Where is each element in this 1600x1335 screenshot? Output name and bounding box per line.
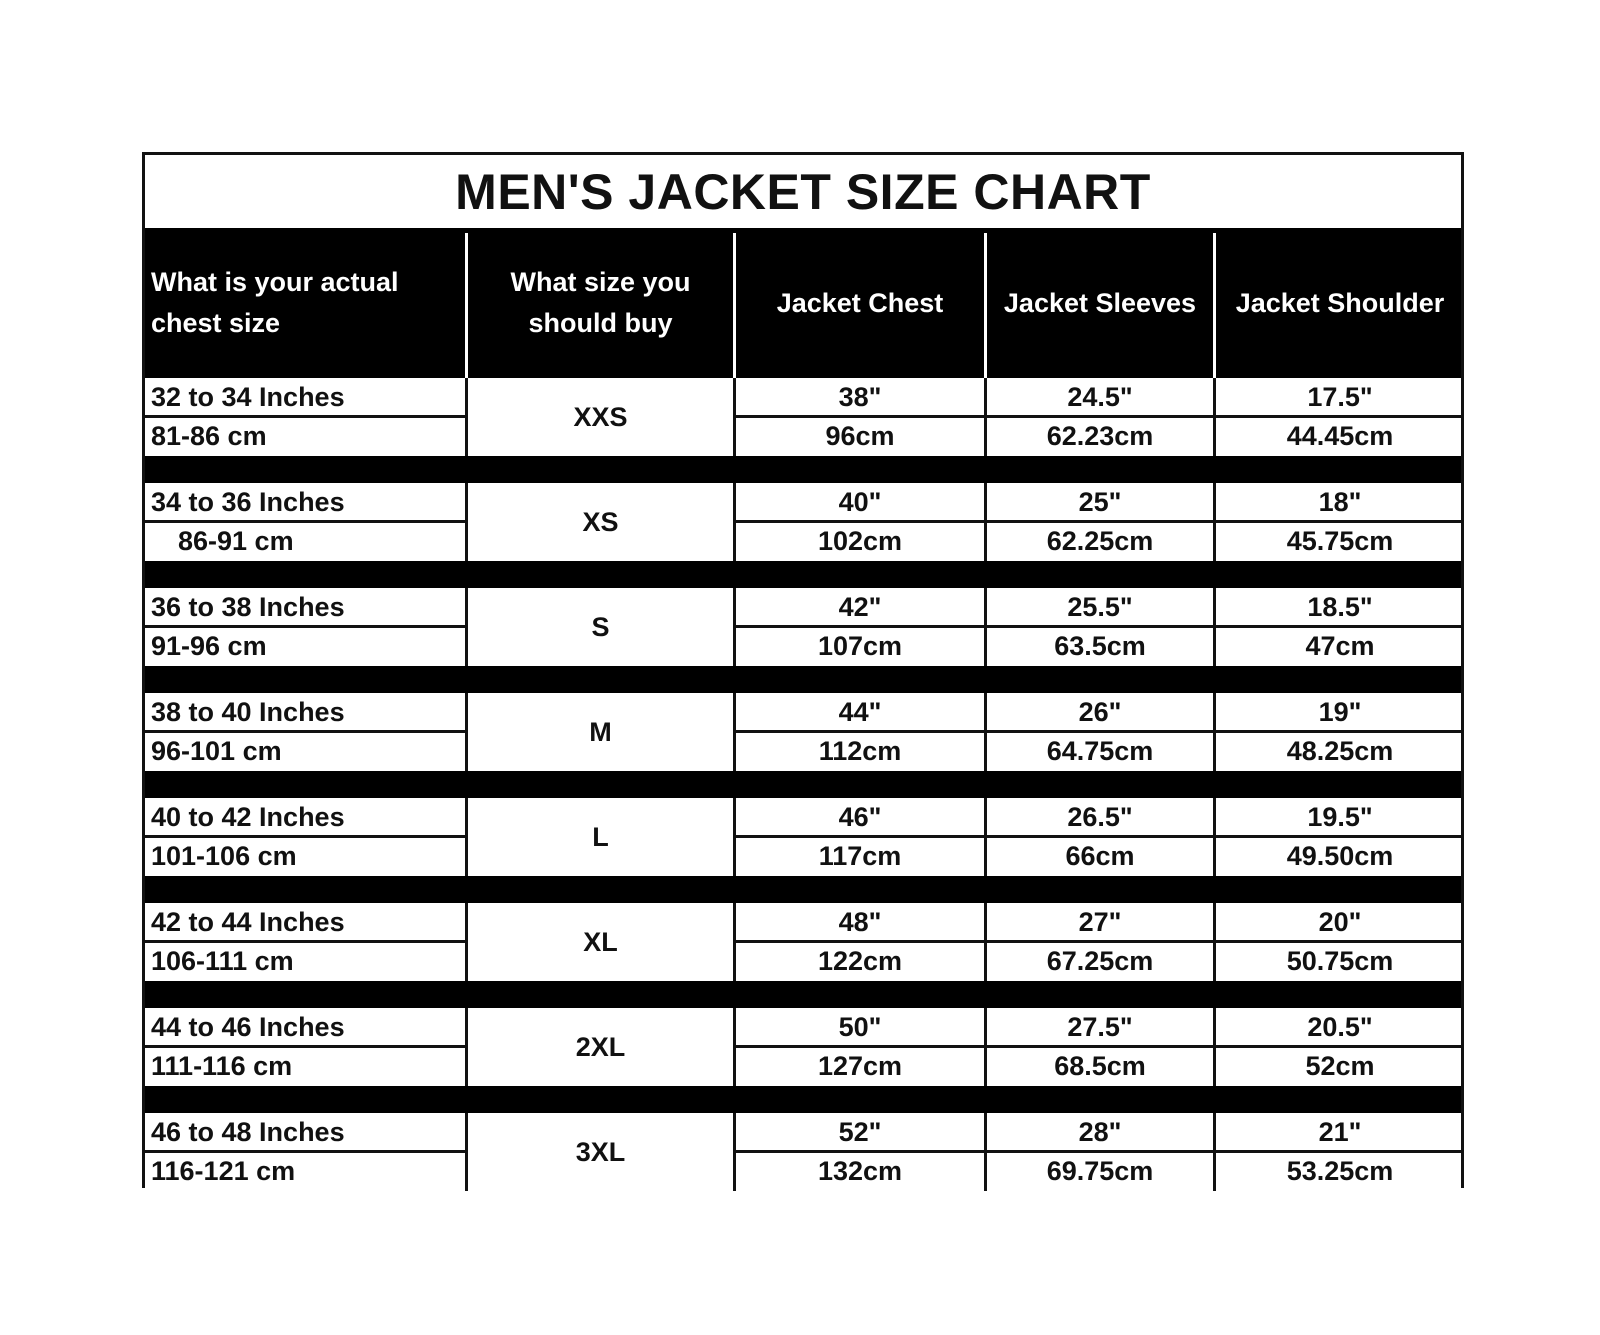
recommended-size: 2XL bbox=[575, 1031, 626, 1062]
jacket-sleeves-inches: 27.5" bbox=[1067, 1012, 1133, 1042]
jacket-shoulder-cm: 50.75cm bbox=[1286, 946, 1394, 976]
jacket-shoulder-cm: 45.75cm bbox=[1286, 526, 1394, 556]
jacket-chest-inches: 42" bbox=[838, 592, 882, 622]
recommended-size: XS bbox=[582, 506, 619, 537]
size-row-group bbox=[145, 1008, 1461, 1086]
recommended-size: XL bbox=[583, 926, 618, 957]
jacket-sleeves-inches: 27" bbox=[1078, 907, 1122, 937]
actual-chest-inches: 42 to 44 Inches bbox=[151, 907, 345, 937]
jacket-shoulder-inches: 20.5" bbox=[1307, 1012, 1373, 1042]
jacket-sleeves-cm: 62.23cm bbox=[1046, 421, 1154, 451]
jacket-sleeves-cm: 62.25cm bbox=[1046, 526, 1154, 556]
size-chart-table bbox=[142, 152, 1464, 1188]
jacket-sleeves-inches: 26.5" bbox=[1067, 802, 1133, 832]
jacket-sleeves-inches: 26" bbox=[1078, 697, 1122, 727]
jacket-sleeves-cm: 66cm bbox=[1065, 841, 1135, 871]
row-separator-band bbox=[145, 1086, 1461, 1113]
chart-title: MEN'S JACKET SIZE CHART bbox=[455, 163, 1151, 220]
actual-chest-inches: 40 to 42 Inches bbox=[151, 802, 345, 832]
jacket-chest-inches: 52" bbox=[838, 1117, 882, 1147]
jacket-sleeves-inches: 24.5" bbox=[1067, 382, 1133, 412]
header-size-to-buy-line2: should buy bbox=[528, 308, 673, 338]
row-separator-band bbox=[145, 876, 1461, 903]
jacket-sleeves-inches: 28" bbox=[1078, 1117, 1122, 1147]
jacket-chest-inches: 48" bbox=[838, 907, 882, 937]
jacket-chest-cm: 107cm bbox=[817, 631, 903, 661]
actual-chest-cm: 101-106 cm bbox=[151, 841, 297, 871]
table-header bbox=[145, 228, 1461, 378]
jacket-chest-cm: 96cm bbox=[825, 421, 895, 451]
actual-chest-cm: 111-116 cm bbox=[151, 1051, 293, 1081]
jacket-sleeves-cm: 68.5cm bbox=[1054, 1051, 1146, 1081]
actual-chest-cm: 106-111 cm bbox=[151, 946, 294, 976]
jacket-chest-cm: 122cm bbox=[817, 946, 903, 976]
header-actual-chest-line2: chest size bbox=[151, 308, 281, 338]
header-jacket-chest: Jacket Chest bbox=[776, 287, 944, 318]
header-size-to-buy bbox=[468, 228, 733, 378]
row-separator-band bbox=[145, 456, 1461, 483]
jacket-shoulder-cm: 49.50cm bbox=[1286, 841, 1394, 871]
jacket-shoulder-cm: 52cm bbox=[1305, 1051, 1375, 1081]
actual-chest-cm: 91-96 cm bbox=[151, 631, 267, 661]
actual-chest-inches: 36 to 38 Inches bbox=[151, 592, 345, 622]
jacket-chest-cm: 112cm bbox=[818, 736, 902, 766]
header-actual-chest-line1: What is your actual bbox=[151, 267, 399, 297]
jacket-shoulder-inches: 18" bbox=[1318, 487, 1362, 517]
actual-chest-inches: 44 to 46 Inches bbox=[151, 1012, 345, 1042]
recommended-size: L bbox=[592, 821, 609, 852]
size-row-group bbox=[145, 588, 1461, 666]
jacket-chest-cm: 117cm bbox=[818, 841, 902, 871]
jacket-chest-inches: 38" bbox=[838, 382, 882, 412]
recommended-size: M bbox=[589, 716, 612, 747]
jacket-sleeves-cm: 67.25cm bbox=[1046, 946, 1154, 976]
actual-chest-cm: 81-86 cm bbox=[151, 421, 267, 451]
jacket-shoulder-inches: 19" bbox=[1318, 697, 1362, 727]
jacket-chest-cm: 102cm bbox=[817, 526, 903, 556]
jacket-chest-inches: 50" bbox=[838, 1012, 882, 1042]
size-row-group bbox=[145, 483, 1461, 561]
jacket-sleeves-cm: 69.75cm bbox=[1046, 1156, 1154, 1186]
jacket-shoulder-cm: 53.25cm bbox=[1286, 1156, 1394, 1186]
jacket-shoulder-inches: 21" bbox=[1318, 1117, 1362, 1147]
jacket-sleeves-cm: 63.5cm bbox=[1054, 631, 1146, 661]
jacket-chest-cm: 127cm bbox=[817, 1051, 903, 1081]
jacket-shoulder-inches: 20" bbox=[1318, 907, 1362, 937]
header-jacket-shoulder: Jacket Shoulder bbox=[1235, 287, 1445, 318]
actual-chest-cm: 116-121 cm bbox=[151, 1156, 296, 1186]
jacket-chest-inches: 46" bbox=[838, 802, 882, 832]
jacket-shoulder-cm: 48.25cm bbox=[1286, 736, 1394, 766]
jacket-shoulder-cm: 47cm bbox=[1305, 631, 1375, 661]
jacket-sleeves-inches: 25.5" bbox=[1067, 592, 1133, 622]
size-row-group bbox=[145, 903, 1461, 981]
actual-chest-inches: 38 to 40 Inches bbox=[151, 697, 345, 727]
header-actual-chest bbox=[145, 228, 465, 378]
jacket-shoulder-inches: 18.5" bbox=[1307, 592, 1373, 622]
size-row-group bbox=[145, 378, 1461, 456]
row-separator-band bbox=[145, 666, 1461, 693]
jacket-chest-inches: 44" bbox=[838, 697, 882, 727]
recommended-size: 3XL bbox=[575, 1136, 626, 1167]
row-separator-band bbox=[145, 981, 1461, 1008]
row-separator-band bbox=[145, 561, 1461, 588]
recommended-size: XXS bbox=[573, 401, 628, 432]
jacket-shoulder-cm: 44.45cm bbox=[1286, 421, 1394, 451]
jacket-sleeves-inches: 25" bbox=[1078, 487, 1122, 517]
actual-chest-cm: 96-101 cm bbox=[151, 736, 282, 766]
jacket-chest-cm: 132cm bbox=[817, 1156, 903, 1186]
jacket-shoulder-inches: 17.5" bbox=[1307, 382, 1373, 412]
jacket-chest-inches: 40" bbox=[838, 487, 882, 517]
recommended-size: S bbox=[591, 611, 610, 642]
actual-chest-inches: 34 to 36 Inches bbox=[151, 487, 345, 517]
actual-chest-inches: 46 to 48 Inches bbox=[151, 1117, 345, 1147]
row-separator-band bbox=[145, 771, 1461, 798]
size-row-group bbox=[145, 693, 1461, 771]
jacket-shoulder-inches: 19.5" bbox=[1307, 802, 1373, 832]
header-size-to-buy-line1: What size you bbox=[510, 267, 691, 297]
size-row-group bbox=[145, 1113, 1461, 1191]
jacket-sleeves-cm: 64.75cm bbox=[1046, 736, 1154, 766]
header-jacket-sleeves: Jacket Sleeves bbox=[1003, 287, 1197, 318]
size-row-group bbox=[145, 798, 1461, 876]
actual-chest-cm: 86-91 cm bbox=[178, 526, 294, 556]
actual-chest-inches: 32 to 34 Inches bbox=[151, 382, 345, 412]
